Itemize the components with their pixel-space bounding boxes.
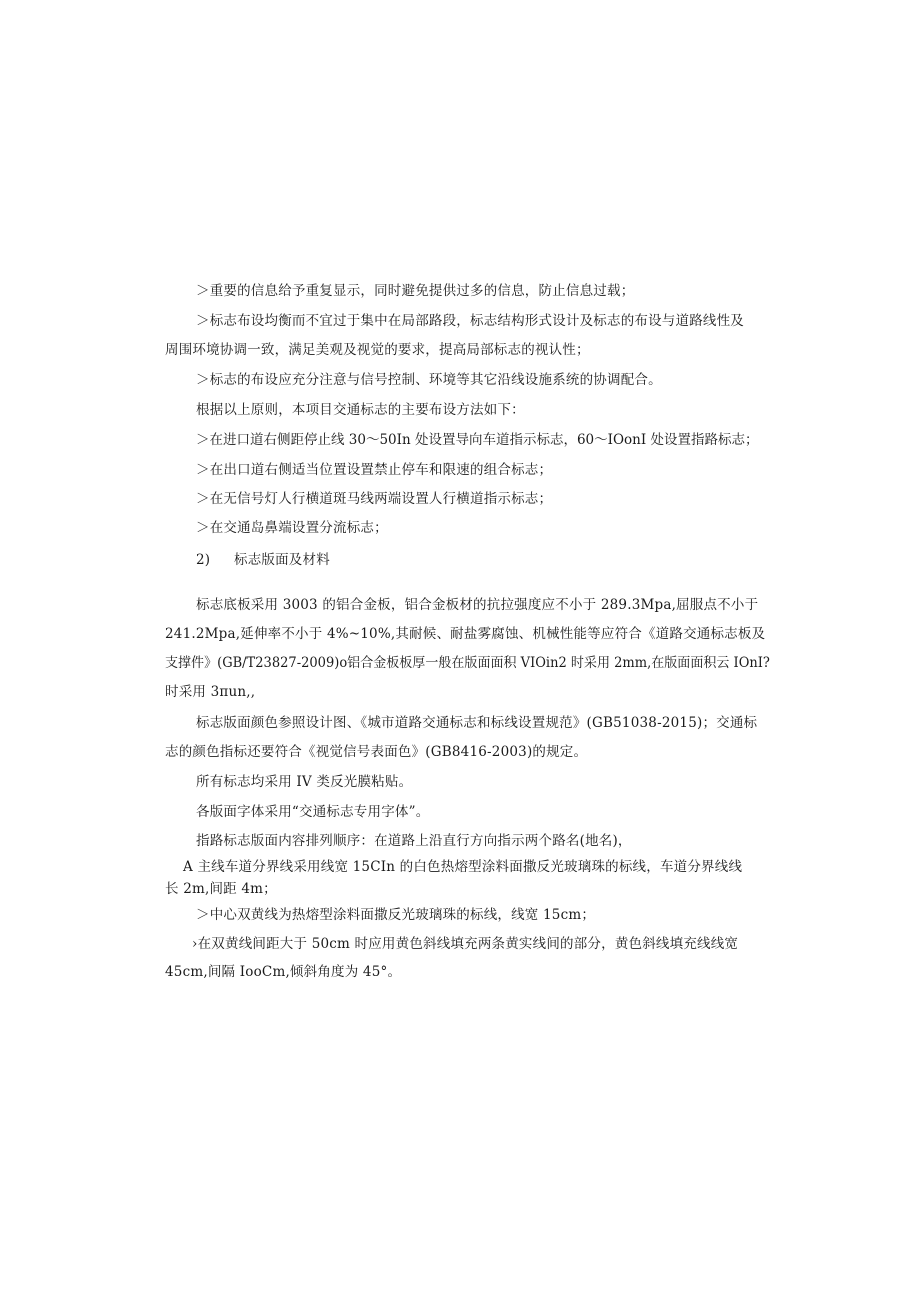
- paragraph-line: 所有标志均采用 IV 类反光膜粘贴。: [196, 774, 413, 790]
- paragraph-line: 241.2Mpa,延伸率不小于 4%~10%,其耐候、耐盐雾腐蚀、机械性能等应符合《道路交通标志板及: [165, 626, 766, 642]
- paragraph-line: 志的颜色指标还要符合《视觉信号表面色》(GB8416-2003)的规定。: [165, 744, 588, 760]
- text-line: ＞标志布设均衡而不宜过于集中在局部路段，标志结构形式设计及标志的布设与道路线性及: [196, 313, 744, 329]
- text-line: 根据以上原则，本项目交通标志的主要布设方法如下：: [196, 402, 525, 418]
- text-line: 周围环境协调一致，满足美观及视觉的要求，提高局部标志的视认性；: [165, 342, 590, 358]
- section-number: 2): [196, 552, 211, 568]
- paragraph-line: 支撑件》(GB/T23827-2009)o铝合金板板厚一般在版面面积 VIOin2 时采用 2mm,在版面面积云 IOnI?: [165, 655, 770, 671]
- text-line: ＞在进口道右侧距停止线 30～50In 处设置导向车道指示标志，60～IOonI 处设置指路标志；: [196, 432, 759, 448]
- paragraph-line: A 主线车道分界线采用线宽 15CIn 的白色热熔型涂料面撒反光玻璃珠的标线，车道分界线线: [183, 859, 743, 875]
- paragraph-line: 标志底板采用 3003 的铝合金板，铝合金板材的抗拉强度应不小于 289.3Mpa,屈服点不小于: [196, 597, 759, 613]
- text-line: ＞重要的信息给予重复显示，同时避免提供过多的信息，防止信息过载；: [196, 283, 635, 299]
- section-heading: [196, 551, 330, 569]
- text-line: ＞标志的布设应充分注意与信号控制、环境等其它沿线设施系统的协调配合。: [196, 372, 662, 388]
- paragraph-line: 标志版面颜色参照设计图、《城市道路交通标志和标线设置规范》(GB51038-2015)；交通标: [196, 715, 758, 731]
- text-line: ＞在出口道右侧适当位置设置禁止停车和限速的组合标志；: [196, 462, 553, 478]
- paragraph-line: 45cm,间隔 IooCm,倾斜角度为 45°。: [165, 964, 402, 980]
- text-line: ＞在交通岛鼻端设置分流标志；: [196, 520, 388, 536]
- paragraph-line: 指路标志版面内容排列顺序：在道路上沿直行方向指示两个路名(地名)，: [196, 833, 632, 849]
- paragraph-line: ›在双黄线间距大于 50cm 时应用黄色斜线填充两条黄实线间的部分，黄色斜线填充线线宽: [192, 936, 739, 952]
- paragraph-line: 各版面字体采用“交通标志专用字体”。: [196, 804, 430, 820]
- section-title: 标志版面及材料: [234, 552, 330, 568]
- paragraph-line: 长 2m,间距 4m；: [165, 881, 277, 897]
- paragraph-line: 时采用 3πun,,: [165, 684, 256, 700]
- paragraph-line: ＞中心双黄线为热熔型涂料面撒反光玻璃珠的标线，线宽 15cm；: [196, 907, 596, 923]
- text-line: ＞在无信号灯人行横道斑马线两端设置人行横道指示标志；: [196, 491, 553, 507]
